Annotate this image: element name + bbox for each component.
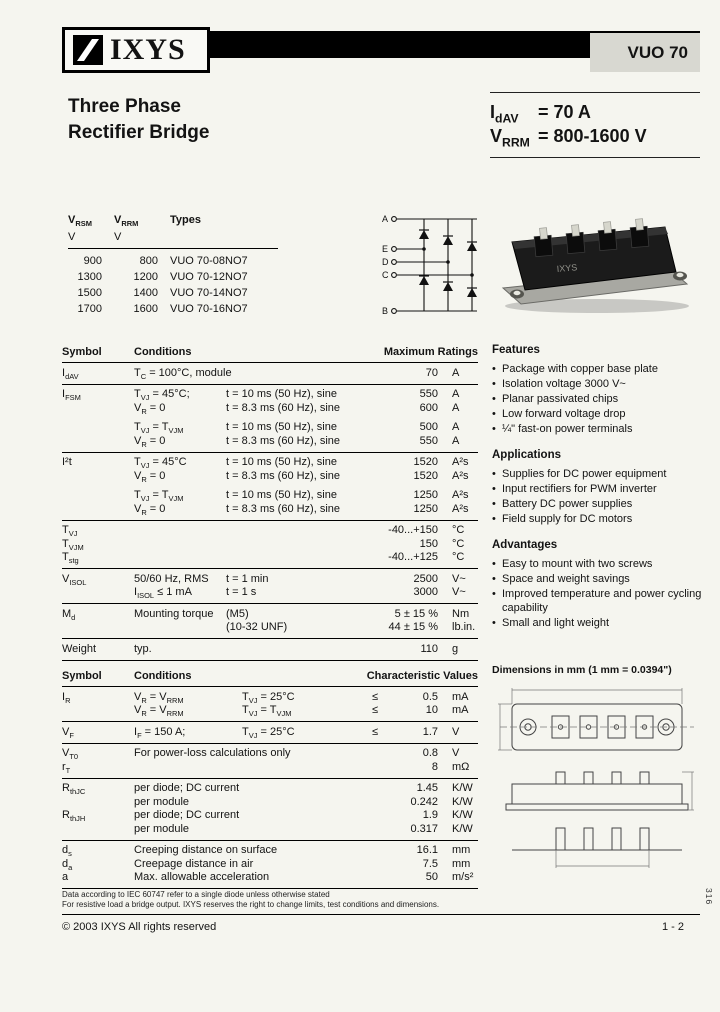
row-condition-2: t = 10 ms (50 Hz), sine (226, 489, 337, 501)
diode-symbols (419, 230, 477, 297)
row-value: 8 (431, 760, 438, 773)
applications-list (492, 467, 702, 526)
cell-vrsm: 1300 (77, 271, 102, 283)
row-value: 1520 (413, 456, 438, 468)
ixys-logo-icon (73, 35, 103, 65)
table-row (62, 489, 478, 503)
table-row (62, 747, 478, 761)
table-row (62, 402, 478, 416)
row-symbol: $V_{ISOL}$ (62, 572, 87, 587)
row-unit: mm (452, 844, 471, 856)
row-condition-2: t = 1 s (226, 586, 257, 598)
types-col1-header: $V_{RSM}$ (68, 214, 92, 229)
table-row (62, 421, 478, 435)
row-value: 0.5 (422, 690, 438, 703)
row-unit: m/s² (452, 871, 474, 883)
table-row (62, 621, 478, 635)
row-unit: °C (452, 524, 465, 536)
table-row (68, 253, 278, 269)
row-value: 70 (425, 366, 438, 379)
row-condition: 50/60 Hz, RMS (134, 572, 209, 585)
table-row (68, 269, 278, 285)
terminal-b-label: B (382, 306, 389, 316)
col-ratings-header: Maximum Ratings (383, 346, 478, 358)
row-symbol: $R_{thJC}$ (62, 782, 86, 797)
row-symbol: $R_{thJH}$ (62, 809, 86, 824)
table-row (62, 524, 478, 538)
row-symbol: $V_F$ (62, 725, 74, 740)
phase-d-label: D (382, 257, 389, 267)
dimensions-section (492, 664, 706, 885)
types-col2-unit: V (114, 231, 122, 243)
types-col2-header: $V_{RRM}$ (114, 214, 139, 229)
row-unit: K/W (452, 809, 473, 821)
row-condition: $V_R = 0$ (134, 401, 166, 416)
row-value: 7.5 (422, 857, 438, 870)
row-symbol: I²t (62, 456, 72, 468)
row-condition: $I_F = 150$ A; (134, 725, 186, 740)
row-unit: lb.in. (452, 621, 476, 633)
table-row (62, 538, 478, 552)
spec-vrrm-value: = 800-1600 V (538, 126, 647, 146)
types-col3-header: Types (170, 214, 201, 226)
row-unit: V~ (452, 572, 466, 585)
row-condition-2: t = 8.3 ms (60 Hz), sine (226, 469, 341, 482)
cell-vrrm: 1400 (133, 287, 158, 299)
col-values-header: Characteristic Values (366, 670, 478, 682)
cell-vrrm: 1600 (133, 303, 158, 315)
row-value: 500 (419, 421, 438, 433)
applications-title: Applications (492, 449, 562, 461)
row-value: 110 (420, 642, 438, 655)
advantage-item: • Improved temperature and power cycling capability (492, 587, 702, 615)
row-value: 0.242 (410, 795, 438, 808)
application-item: • Battery DC power supplies (492, 497, 702, 511)
spec-vrrm: $V_{RRM}$ = 800-1600 V (490, 126, 647, 150)
terminal-a-label: A (382, 214, 389, 224)
feature-item: • ¼" fast-on power terminals (492, 422, 702, 436)
row-unit: mΩ (452, 760, 470, 773)
row-unit: mA (452, 704, 469, 716)
row-unit: A (452, 366, 460, 379)
col-conditions-header: Conditions (134, 670, 192, 682)
row-condition: $V_R = 0$ (134, 469, 166, 484)
row-condition: $V_R = 0$ (134, 502, 166, 517)
row-symbol: $I_{FSM}$ (62, 388, 81, 403)
footnote-line-2: For resistive load a bridge output. IXYS reserves the right to change limits, test conditions and dimensions. (62, 900, 440, 909)
row-condition-2: (M5) (226, 607, 249, 620)
table-row (68, 301, 278, 317)
page-number: 1 - 2 (662, 921, 685, 933)
advantages-title: Advantages (492, 539, 558, 551)
row-symbol: $d_s$ (62, 844, 72, 859)
row-unit: A²s (452, 489, 469, 501)
row-condition-2: $T_{VJ} = 25^\circ C$ (242, 725, 295, 740)
page-title (68, 94, 209, 146)
row-operator: ≤ (372, 690, 379, 703)
spec-idav-value: = 70 A (538, 102, 591, 122)
row-value: 1.45 (416, 782, 438, 794)
ixys-logo (62, 27, 210, 73)
row-condition: $V_R = 0$ (134, 434, 166, 449)
divider (62, 660, 478, 661)
row-unit: °C (452, 551, 465, 563)
row-condition: $V_R = V_{RRM}$ (134, 690, 184, 705)
row-unit: K/W (452, 795, 473, 808)
row-condition: $T_{VJ} = T_{VJM}$ (134, 421, 184, 436)
cell-type: VUO 70-14NO7 (170, 287, 248, 299)
title-line-1: Three Phase (68, 96, 181, 117)
row-symbol: $r_T$ (62, 760, 71, 775)
row-condition-2: (10-32 UNF) (226, 621, 288, 633)
product-photo (497, 212, 697, 322)
cell-vrsm: 1700 (77, 303, 102, 315)
table-row (62, 871, 478, 885)
cell-type: VUO 70-08NO7 (170, 255, 248, 267)
row-condition: For power-loss calculations only (134, 747, 291, 759)
footnote-line-1: Data according to IEC 60747 refer to a single diode unless otherwise stated (62, 890, 330, 899)
row-value: 44 ± 15 % (388, 621, 438, 633)
row-value: 0.317 (410, 822, 438, 835)
row-unit: mA (452, 690, 469, 703)
row-condition-2: $T_{VJ} = T_{VJM}$ (242, 704, 292, 719)
title-line-2: Rectifier Bridge (68, 122, 210, 143)
row-value: 0.8 (422, 747, 438, 759)
row-condition-2: t = 8.3 ms (60 Hz), sine (226, 401, 341, 414)
advantage-item: • Space and weight savings (492, 572, 702, 586)
row-symbol: $V_{T0}$ (62, 747, 79, 762)
types-table (68, 212, 278, 317)
phase-c-label: C (382, 270, 389, 280)
row-condition: $T_{VJ} = T_{VJM}$ (134, 489, 184, 504)
dimension-drawing (492, 680, 702, 880)
row-condition-2: t = 10 ms (50 Hz), sine (226, 388, 337, 400)
footer-rule (62, 914, 700, 915)
row-value: 550 (419, 388, 438, 400)
table-row (62, 435, 478, 449)
row-condition: per diode; DC current (134, 782, 240, 794)
row-unit: V (452, 747, 460, 759)
row-unit: A (452, 434, 460, 447)
brand-text: IXYS (110, 33, 186, 66)
row-unit: K/W (452, 782, 473, 794)
row-unit: mm (452, 857, 471, 870)
table-row (62, 551, 478, 565)
cell-vrsm: 900 (83, 255, 102, 267)
divider (62, 888, 478, 889)
application-item: • Field supply for DC motors (492, 512, 702, 526)
row-condition-2: t = 10 ms (50 Hz), sine (226, 456, 337, 468)
row-unit: K/W (452, 822, 473, 835)
phase-e-label: E (382, 244, 389, 254)
row-unit: A²s (452, 502, 469, 515)
col-symbol-header: Symbol (62, 346, 102, 358)
row-condition: $T_{VJ} = 45^\circ C$ (134, 456, 187, 471)
characteristic-values-table (62, 668, 478, 889)
row-symbol: $I_R$ (62, 690, 71, 705)
row-operator: ≤ (372, 725, 379, 738)
row-condition: Creepage distance in air (134, 857, 254, 870)
row-condition: Mounting torque (134, 607, 214, 620)
table-row (62, 844, 478, 858)
advantage-item: • Small and light weight (492, 616, 702, 630)
max-ratings-table (62, 344, 478, 661)
table-row (62, 503, 478, 517)
row-condition-2: t = 8.3 ms (60 Hz), sine (226, 502, 341, 515)
row-symbol: $T_{stg}$ (62, 551, 79, 566)
row-condition: Max. allowable acceleration (134, 871, 270, 883)
row-condition: per module (134, 822, 190, 835)
features-title: Features (492, 344, 540, 356)
row-symbol: $T_{VJM}$ (62, 537, 84, 552)
table-row (62, 761, 478, 775)
row-symbol: $d_a$ (62, 857, 73, 872)
cell-type: VUO 70-16NO7 (170, 303, 248, 315)
row-condition: $T_C = 100^\circ C$, module (134, 366, 232, 381)
row-condition: $T_{VJ} = 45^\circ C$; (134, 388, 190, 403)
table-row (62, 456, 478, 470)
row-condition: per module (134, 795, 190, 808)
table-row (62, 643, 478, 657)
row-unit: A (452, 388, 460, 400)
row-value: 2500 (413, 572, 438, 585)
row-value: 550 (419, 434, 438, 447)
row-condition-2: t = 8.3 ms (60 Hz), sine (226, 434, 341, 447)
row-condition-2: $T_{VJ} = 25^\circ C$ (242, 690, 295, 705)
col-conditions-header: Conditions (134, 346, 192, 358)
edge-number: 316 (704, 888, 714, 906)
part-number-badge: VUO 70 (590, 33, 700, 72)
feature-item: • Low forward voltage drop (492, 407, 702, 421)
row-value: 10 (425, 704, 438, 716)
divider (68, 248, 278, 249)
row-symbol: a (62, 871, 69, 883)
copyright: © 2003 IXYS All rights reserved (62, 921, 217, 933)
table-row (62, 470, 478, 484)
row-condition: $V_R = V_{RRM}$ (134, 704, 184, 719)
row-unit: A²s (452, 456, 469, 468)
row-unit: °C (452, 537, 465, 550)
row-unit: A (452, 421, 460, 433)
col-symbol-header: Symbol (62, 670, 102, 682)
table-row (62, 586, 478, 600)
row-value: 1250 (413, 489, 438, 501)
row-value: 1520 (413, 469, 438, 482)
application-item: • Input rectifiers for PWM inverter (492, 482, 702, 496)
table-row (62, 388, 478, 402)
cell-type: VUO 70-12NO7 (170, 271, 248, 283)
photo-brand-marking: IXYS (556, 262, 578, 274)
table-row (62, 782, 478, 796)
row-unit: V (452, 725, 460, 738)
row-value: 150 (419, 537, 438, 550)
cell-vrrm: 1200 (133, 271, 158, 283)
row-condition-2 (226, 367, 382, 381)
row-value: -40...+125 (388, 551, 438, 563)
table-row (62, 704, 478, 718)
table-row (62, 573, 478, 587)
cell-vrrm: 800 (139, 255, 158, 267)
key-specs (490, 92, 700, 158)
row-condition: typ. (134, 642, 152, 655)
row-value: 1250 (413, 502, 438, 515)
dimensions-title: Dimensions in mm (1 mm = 0.0394") (492, 664, 672, 676)
advantage-item: • Easy to mount with two screws (492, 557, 702, 571)
table-row (62, 367, 478, 381)
row-symbol: Weight (62, 642, 97, 655)
cell-vrsm: 1500 (77, 287, 102, 299)
row-symbol: $M_d$ (62, 607, 76, 622)
table-row (62, 858, 478, 872)
row-unit: V~ (452, 586, 466, 598)
spec-idav: $I_{dAV}$ = 70 A (490, 102, 591, 126)
row-value: -40...+150 (388, 524, 438, 536)
table-row (62, 796, 478, 810)
types-col1-unit: V (68, 231, 76, 243)
row-value: 600 (419, 401, 438, 414)
application-item: • Supplies for DC power equipment (492, 467, 702, 481)
row-operator: ≤ (372, 704, 379, 716)
row-value: 16.1 (416, 844, 438, 856)
footnotes (62, 890, 522, 910)
table-row (62, 823, 478, 837)
row-value: 1.9 (422, 809, 438, 821)
row-condition: $I_{ISOL} \le 1$ mA (134, 586, 192, 601)
row-value: 3000 (413, 586, 438, 598)
table-row (62, 691, 478, 705)
row-value: 1.7 (422, 725, 438, 738)
row-value: 50 (425, 871, 438, 883)
advantages-list (492, 557, 702, 630)
table-row (68, 285, 278, 301)
row-unit: A²s (452, 469, 469, 482)
feature-item: • Isolation voltage 3000 V~ (492, 377, 702, 391)
row-unit: Nm (452, 607, 470, 620)
features-list (492, 362, 702, 436)
row-condition-2: t = 10 ms (50 Hz), sine (226, 421, 337, 433)
feature-item: • Package with copper base plate (492, 362, 702, 376)
row-condition: Creeping distance on surface (134, 844, 278, 856)
row-value: 5 ± 15 % (394, 607, 438, 620)
row-unit: g (452, 642, 459, 655)
table-row (62, 608, 478, 622)
row-unit: A (452, 401, 460, 414)
side-column (492, 344, 702, 643)
table-row (62, 809, 478, 823)
row-symbol: $I_{dAV}$ (62, 366, 79, 381)
row-condition-2: t = 1 min (226, 572, 269, 585)
row-condition: per diode; DC current (134, 809, 240, 821)
row-symbol: $T_{VJ}$ (62, 524, 78, 539)
feature-item: • Planar passivated chips (492, 392, 702, 406)
circuit-diagram (380, 203, 485, 328)
table-row (62, 726, 478, 740)
